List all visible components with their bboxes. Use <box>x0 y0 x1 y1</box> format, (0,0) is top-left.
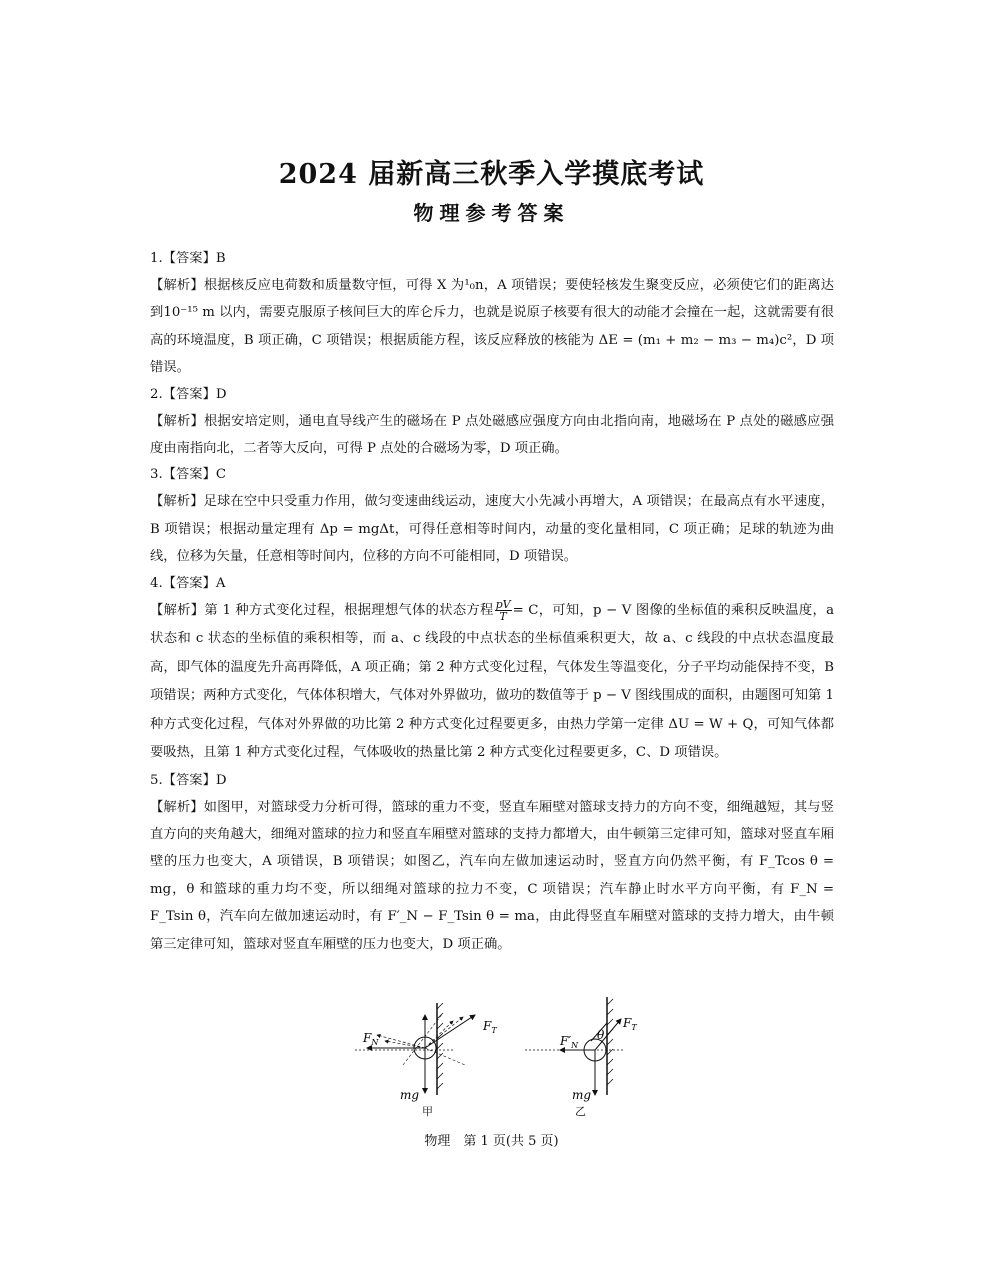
question-5 <box>150 768 834 958</box>
normal-force-arrow-3 <box>377 1035 425 1048</box>
fn-label-jia: $F_N$ <box>363 1031 379 1047</box>
answer-line: 5.【答案】D <box>150 772 227 788</box>
wall-hatch <box>607 999 613 1085</box>
answer-line: 3.【答案】C <box>150 467 227 483</box>
tension-arrow-1 <box>425 1021 453 1048</box>
ft-label-jia: $F_T$ <box>483 1019 497 1035</box>
mg-label-jia: mg <box>400 1088 420 1102</box>
fn-label-yi: $F'_N$ <box>560 1034 579 1050</box>
fraction-denominator: T <box>499 609 507 623</box>
question-1 <box>150 246 834 382</box>
question-4 <box>150 571 834 768</box>
wall-hatch <box>437 1003 443 1089</box>
answer-line: 1.【答案】B <box>150 251 226 266</box>
mg-label-yi: mg <box>572 1088 592 1102</box>
question-2 <box>150 382 834 463</box>
analysis-text: 【解析】如图甲，对篮球受力分析可得，篮球的重力不变，竖直车厢壁对篮球支持力的方向不变，细绳越短，其与竖直方向的夹角越大，细绳对篮球的拉力和竖直车厢壁对篮球的支持力都增大，由牛顿第三定律可知，篮球对竖直车厢壁的压力也变大，A 项错误，B 项错误；如图乙，汽车向左做加速运动时，竖直方向仍然平衡，有 F_Tcos θ = mg，θ 和篮球的重力均不变，所以细绳对篮球的拉力不变，C 项错误；汽车静止时水平方向平衡，有 F_N = F_Tsin θ，汽车向左做加速运动时，有 F′_N − F_Tsin θ = ma，由此得竖直车厢壁对篮球的支持力增大，由牛顿第三定律可知，篮球对竖直车厢壁的压力也变大，D 项正确。 <box>150 799 834 952</box>
tension-arrow-3 <box>425 1015 475 1048</box>
figure-label-yi: 乙 <box>575 1105 586 1118</box>
analysis-text <box>150 597 834 768</box>
state-equation-fraction <box>495 599 512 622</box>
analysis-text-pre: 【解析】第 1 种方式变化过程，根据理想气体的状态方程 <box>150 602 494 618</box>
page-title: 2024 届新高三秋季入学摸底考试 <box>278 159 705 190</box>
analysis-text: 【解析】足球在空中只受重力作用，做匀变速曲线运动，速度大小先减小再增大，A 项错误；在最高点有水平速度，B 项错误；根据动量定理有 Δp = mgΔt，可得任意相等时间内，动量的变化量相同，C 项正确；足球的轨迹为曲线，位移为矢量，任意相等时间内，位移的方向不可能相同，D 项错误。 <box>150 494 834 565</box>
tension-arrow-2 <box>425 1017 463 1048</box>
force-diagram-figure <box>355 995 645 1120</box>
diagram-yi <box>525 997 637 1102</box>
page-subtitle: 物理参考答案 <box>413 201 570 225</box>
analysis-text-post: = C，可知，p − V 图像的坐标值的乘积反映温度，a 状态和 c 状态的坐标值的乘积相等，而 a、c 线段的中点状态的坐标值乘积更大，故 a、c 线段的中点状态温度最高，即气体的温度先升高再降低，A 项正确；第 2 种方式变化过程，气体发生等温变化，分子平均动能保持不变，B 项错误；两种方式变化，气体体积增大，气体对外界做功，做功的数值等于 p − V 图线围成的面积，由题图可知第 1 种方式变化过程，气体对外界做的功比第 2 种方式变化过程要更多，由热力学第一定律 ΔU = W + Q，可知气体都要吸热，且第 1 种方式变化过程，气体吸收的热量比第 2 种方式变化过程要更多，C、D 项错误。 <box>150 602 834 761</box>
answer-content <box>150 246 834 958</box>
figure-label-jia: 甲 <box>422 1105 433 1118</box>
ft-label-yi: $F_T$ <box>623 1016 637 1032</box>
answer-line: 2.【答案】D <box>150 386 227 402</box>
fraction-numerator: pV <box>495 597 511 611</box>
answer-line: 4.【答案】A <box>150 575 226 591</box>
question-3 <box>150 462 834 570</box>
analysis-text: 【解析】根据核反应电荷数和质量数守恒，可得 X 为¹₀n，A 项错误；要使轻核发生聚变反应，必须使它们的距离达到10⁻¹⁵ m 以内，需要克服原子核间巨大的库仑斥力，也就是说原子核要有很大的动能才会撞在一起，这就需要有很高的环境温度，B 项正确，C 项错误；根据质能方程，该反应释放的核能为 ΔE = (m₁ + m₂ − m₃ − m₄)c²，D 项错误。 <box>150 278 834 376</box>
diagram-jia <box>355 1003 497 1102</box>
theta-label: θ <box>597 1028 605 1042</box>
analysis-text: 【解析】根据安培定则，通电直导线产生的磁场在 P 点处磁感应强度方向由北指向南，地磁场在 P 点处的磁感应强度由南指向北，二者等大反向，可得 P 点处的合磁场为零，D 项正确。 <box>150 413 834 457</box>
page-footer: 物理 第 1 页(共 5 页) <box>424 1134 559 1149</box>
dashed-line <box>425 1048 465 1065</box>
force-diagrams-svg <box>355 995 645 1105</box>
